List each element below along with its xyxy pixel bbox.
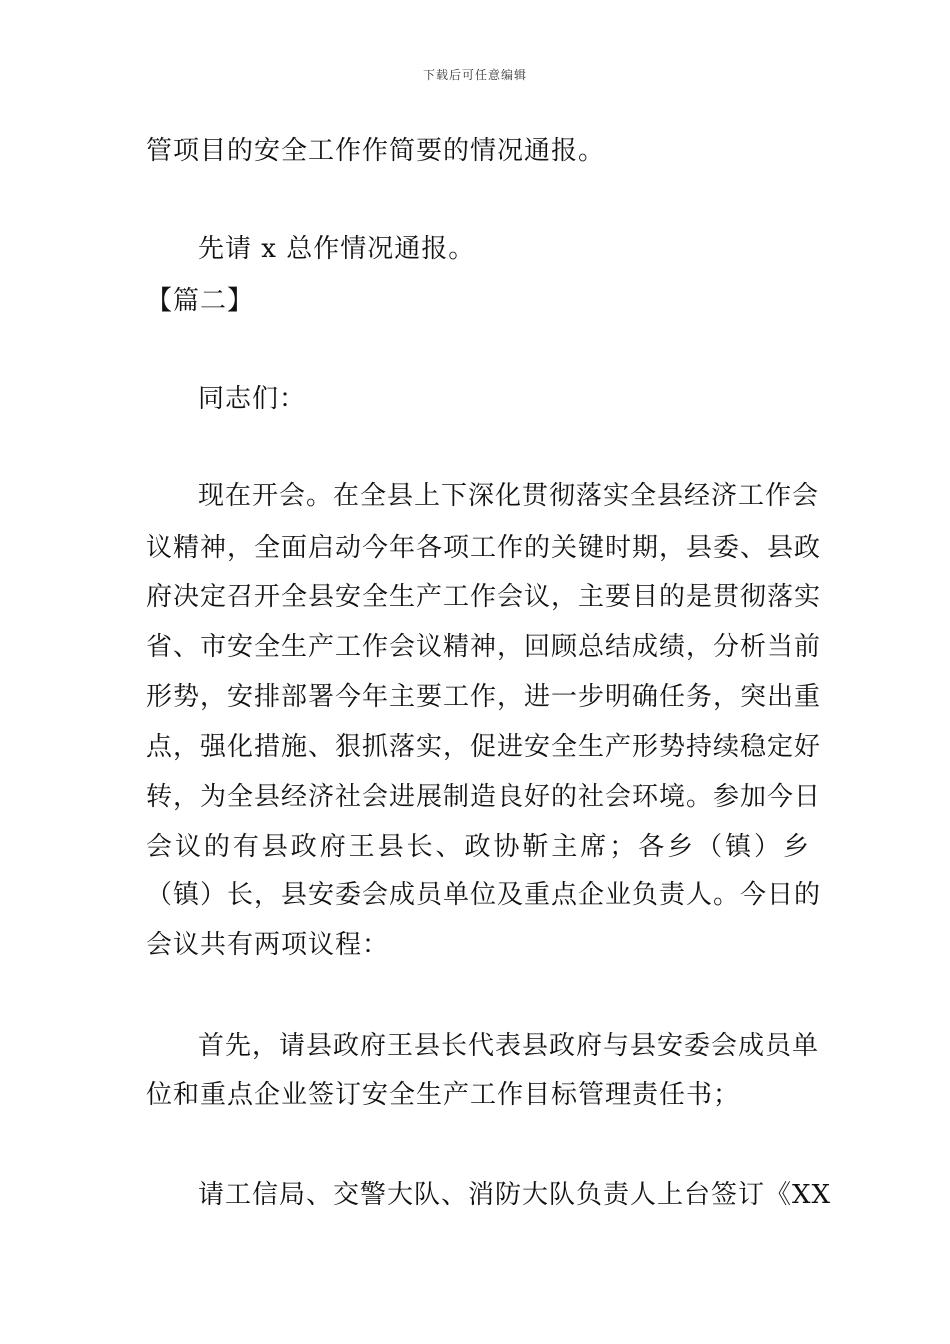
text-line: 会议共有两项议程： xyxy=(146,930,390,960)
text-line: 转，为全县经济社会进展制造良好的社会环境。参加今日 xyxy=(146,782,822,812)
text-line: 先请 x 总作情况通报。 xyxy=(198,234,476,264)
text-line: 省、市安全生产工作会议精神，回顾总结成绩，分析当前 xyxy=(146,632,822,662)
page-header: 下载后可任意编辑 xyxy=(422,68,527,82)
text-line: 位和重点企业签订安全生产工作目标管理责任书； xyxy=(146,1080,741,1110)
salutation: 同志们： xyxy=(198,384,307,414)
text-line: 请工信局、交警大队、消防大队负责人上台签订《XX xyxy=(198,1180,832,1210)
text-line: 会议的有县政府王县长、政协靳主席；各乡（镇）乡 xyxy=(146,832,810,862)
text-line: 首先，请县政府王县长代表县政府与县安委会成员单 xyxy=(198,1031,820,1061)
text-line: 形势，安排部署今年主要工作，进一步明确任务，突出重 xyxy=(146,682,822,712)
text-line: 府决定召开全县安全生产工作会议，主要目的是贯彻落实 xyxy=(146,582,822,612)
text-line: 管项目的安全工作作简要的情况通报。 xyxy=(146,136,606,166)
text-line: 议精神，全面启动今年各项工作的关键时期，县委、县政 xyxy=(146,533,822,563)
text-line: 现在开会。在全县上下深化贯彻落实全县经济工作会 xyxy=(198,481,820,511)
section-heading: 【篇二】 xyxy=(146,286,255,316)
text-line: （镇）长，县安委会成员单位及重点企业负责人。今日的 xyxy=(146,880,822,910)
text-line: 点，强化措施、狠抓落实，促进安全生产形势持续稳定好 xyxy=(146,732,822,762)
